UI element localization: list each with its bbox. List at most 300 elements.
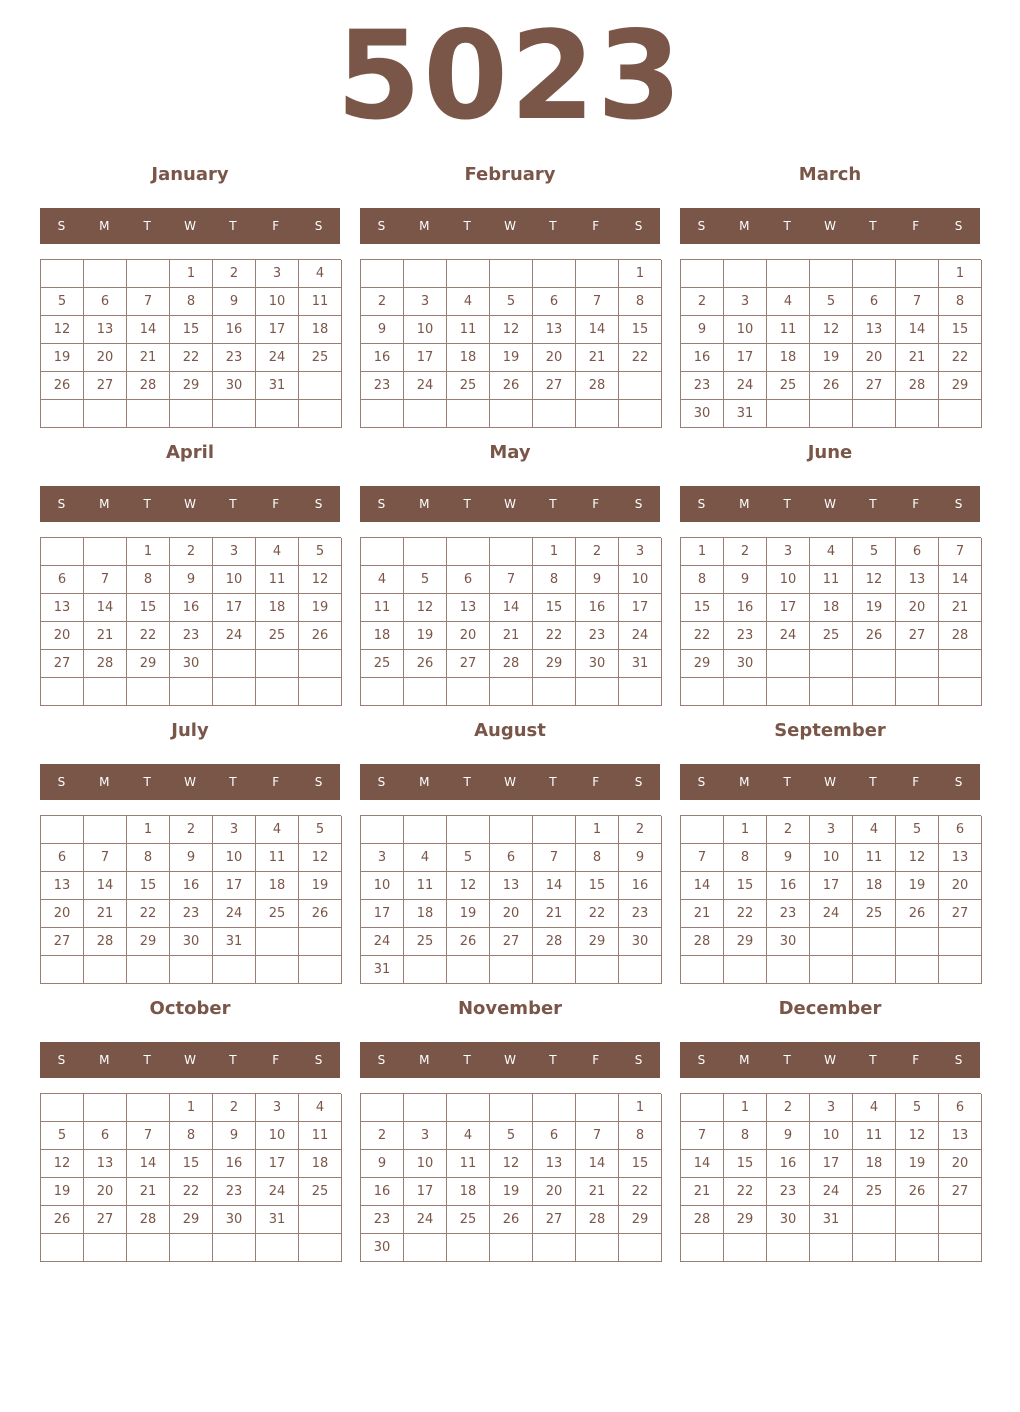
day-cell: 9 [576, 566, 619, 594]
day-cell [213, 678, 256, 706]
day-cell: 29 [724, 1206, 767, 1234]
day-cell: 3 [361, 844, 404, 872]
day-cell: 9 [767, 1122, 810, 1150]
day-cell: 15 [533, 594, 576, 622]
day-cell: 9 [724, 566, 767, 594]
day-cell: 21 [127, 344, 170, 372]
day-cell [41, 816, 84, 844]
day-cell [681, 678, 724, 706]
weekday-label: S [697, 497, 706, 511]
weekday-label: T [229, 497, 237, 511]
day-cell [447, 538, 490, 566]
day-cell: 31 [724, 400, 767, 428]
day-cell: 27 [533, 372, 576, 400]
day-cell: 4 [404, 844, 447, 872]
day-cell [256, 928, 299, 956]
day-cell [896, 1206, 939, 1234]
weekday-label: F [272, 497, 280, 511]
day-cell: 19 [490, 1178, 533, 1206]
day-cell: 4 [299, 1094, 342, 1122]
day-cell: 31 [256, 372, 299, 400]
day-cell [767, 956, 810, 984]
day-grid [360, 815, 661, 984]
day-cell: 21 [84, 622, 127, 650]
day-cell: 26 [41, 372, 84, 400]
day-cell: 19 [404, 622, 447, 650]
day-cell: 7 [84, 844, 127, 872]
day-cell: 14 [84, 872, 127, 900]
day-cell: 7 [576, 1122, 619, 1150]
day-cell: 13 [447, 594, 490, 622]
day-cell: 3 [213, 816, 256, 844]
day-cell: 17 [213, 594, 256, 622]
day-cell: 14 [939, 566, 982, 594]
day-cell: 7 [681, 844, 724, 872]
day-cell: 10 [213, 566, 256, 594]
day-cell: 23 [213, 344, 256, 372]
day-grid [40, 1093, 341, 1262]
day-cell: 8 [724, 1122, 767, 1150]
day-cell: 23 [361, 372, 404, 400]
day-cell: 23 [767, 1178, 810, 1206]
day-cell [447, 260, 490, 288]
month-name: April [165, 442, 215, 463]
day-grid [680, 1093, 981, 1262]
weekday-label: F [272, 775, 280, 789]
day-cell: 18 [256, 594, 299, 622]
day-cell: 25 [404, 928, 447, 956]
day-cell: 13 [41, 594, 84, 622]
day-grid [360, 537, 661, 706]
day-cell: 23 [681, 372, 724, 400]
day-cell: 16 [576, 594, 619, 622]
day-cell: 18 [447, 344, 490, 372]
day-cell: 1 [724, 816, 767, 844]
month-name: September [774, 720, 886, 741]
day-cell [853, 400, 896, 428]
day-cell: 7 [896, 288, 939, 316]
day-cell: 12 [447, 872, 490, 900]
day-cell [853, 260, 896, 288]
day-cell [361, 816, 404, 844]
weekday-label: S [57, 1053, 66, 1067]
day-grid [40, 537, 341, 706]
weekday-label: T [869, 497, 877, 511]
day-cell: 20 [84, 344, 127, 372]
day-cell: 1 [170, 260, 213, 288]
day-cell [619, 372, 662, 400]
weekday-label: W [824, 775, 836, 789]
day-cell: 5 [41, 288, 84, 316]
day-cell [41, 956, 84, 984]
day-cell: 8 [576, 844, 619, 872]
day-cell: 21 [490, 622, 533, 650]
day-cell: 4 [361, 566, 404, 594]
weekday-label: T [549, 775, 557, 789]
day-cell [41, 400, 84, 428]
day-cell [299, 1206, 342, 1234]
day-cell: 19 [299, 594, 342, 622]
day-cell: 9 [213, 1122, 256, 1150]
weekday-label: S [697, 775, 706, 789]
day-cell: 19 [896, 1150, 939, 1178]
day-cell: 29 [576, 928, 619, 956]
day-cell: 25 [299, 1178, 342, 1206]
day-cell: 18 [361, 622, 404, 650]
weekday-label: W [184, 497, 196, 511]
day-cell [256, 400, 299, 428]
day-cell [84, 538, 127, 566]
day-cell: 9 [681, 316, 724, 344]
day-cell: 16 [213, 1150, 256, 1178]
day-cell [681, 816, 724, 844]
month-july [40, 716, 340, 986]
day-cell [896, 678, 939, 706]
day-cell: 31 [361, 956, 404, 984]
day-cell [84, 956, 127, 984]
day-cell: 6 [533, 288, 576, 316]
day-cell [84, 1234, 127, 1262]
day-cell: 6 [939, 1094, 982, 1122]
day-cell: 6 [41, 844, 84, 872]
day-cell [853, 678, 896, 706]
day-cell: 16 [170, 872, 213, 900]
day-cell: 10 [810, 844, 853, 872]
day-cell [576, 956, 619, 984]
day-cell [361, 260, 404, 288]
day-grid [680, 259, 981, 428]
day-grid [40, 259, 341, 428]
day-cell: 13 [84, 316, 127, 344]
day-cell [810, 1234, 853, 1262]
day-cell [84, 260, 127, 288]
month-september [680, 716, 980, 986]
day-cell [361, 400, 404, 428]
weekday-header [680, 1042, 980, 1078]
day-cell: 15 [619, 316, 662, 344]
day-cell: 17 [619, 594, 662, 622]
day-cell: 4 [299, 260, 342, 288]
weekday-label: S [697, 219, 706, 233]
day-cell [896, 1234, 939, 1262]
day-cell: 2 [361, 1122, 404, 1150]
weekday-label: F [592, 1053, 600, 1067]
day-cell [84, 1094, 127, 1122]
weekday-label: M [419, 497, 430, 511]
day-cell [213, 1234, 256, 1262]
day-cell [490, 400, 533, 428]
day-cell: 8 [681, 566, 724, 594]
weekday-label: T [783, 775, 791, 789]
day-cell: 5 [41, 1122, 84, 1150]
day-cell [41, 538, 84, 566]
day-cell [490, 1094, 533, 1122]
day-cell: 25 [256, 900, 299, 928]
day-grid [360, 259, 661, 428]
day-cell [896, 928, 939, 956]
weekday-header [360, 1042, 660, 1078]
day-cell: 19 [299, 872, 342, 900]
day-cell [681, 260, 724, 288]
weekday-label: T [229, 775, 237, 789]
day-cell [767, 650, 810, 678]
weekday-header [40, 486, 340, 522]
day-cell: 10 [724, 316, 767, 344]
day-cell [533, 956, 576, 984]
weekday-label: T [549, 219, 557, 233]
day-cell: 19 [41, 1178, 84, 1206]
day-cell [127, 1094, 170, 1122]
day-cell [533, 260, 576, 288]
day-cell [939, 1234, 982, 1262]
day-cell: 2 [619, 816, 662, 844]
day-cell: 14 [576, 1150, 619, 1178]
day-cell: 3 [404, 288, 447, 316]
day-cell: 18 [447, 1178, 490, 1206]
day-cell [853, 1206, 896, 1234]
weekday-label: S [314, 1053, 323, 1067]
weekday-header [40, 208, 340, 244]
day-cell: 1 [170, 1094, 213, 1122]
day-cell: 29 [939, 372, 982, 400]
day-cell [404, 1094, 447, 1122]
day-cell: 21 [896, 344, 939, 372]
weekday-label: M [739, 1053, 750, 1067]
day-cell: 3 [256, 1094, 299, 1122]
day-cell: 15 [127, 594, 170, 622]
day-cell: 28 [681, 1206, 724, 1234]
day-cell: 18 [256, 872, 299, 900]
day-cell: 18 [299, 316, 342, 344]
weekday-label: M [419, 1053, 430, 1067]
day-cell: 7 [490, 566, 533, 594]
day-cell: 1 [681, 538, 724, 566]
day-cell: 13 [84, 1150, 127, 1178]
day-cell: 22 [170, 1178, 213, 1206]
day-cell [767, 400, 810, 428]
day-cell [810, 956, 853, 984]
day-cell: 30 [170, 650, 213, 678]
weekday-label: S [954, 1053, 963, 1067]
day-cell: 30 [170, 928, 213, 956]
day-cell: 23 [170, 622, 213, 650]
day-cell: 11 [767, 316, 810, 344]
day-cell [447, 1094, 490, 1122]
day-cell: 31 [619, 650, 662, 678]
day-cell [853, 1234, 896, 1262]
day-cell [404, 956, 447, 984]
day-cell: 22 [681, 622, 724, 650]
weekday-label: W [504, 219, 516, 233]
day-cell: 14 [84, 594, 127, 622]
day-cell: 24 [810, 900, 853, 928]
day-cell: 6 [84, 1122, 127, 1150]
day-cell [404, 400, 447, 428]
day-cell [533, 678, 576, 706]
weekday-label: S [314, 775, 323, 789]
day-cell: 8 [619, 288, 662, 316]
weekday-label: W [184, 1053, 196, 1067]
month-name: March [798, 164, 862, 185]
day-cell [299, 678, 342, 706]
day-cell [767, 260, 810, 288]
day-cell [619, 400, 662, 428]
day-cell: 29 [127, 928, 170, 956]
day-cell: 17 [724, 344, 767, 372]
day-cell: 30 [213, 1206, 256, 1234]
day-cell: 22 [127, 622, 170, 650]
day-cell: 11 [361, 594, 404, 622]
day-cell: 21 [127, 1178, 170, 1206]
month-name: November [457, 998, 563, 1019]
day-cell: 8 [724, 844, 767, 872]
day-cell: 9 [170, 844, 213, 872]
day-cell: 7 [681, 1122, 724, 1150]
weekday-header [360, 764, 660, 800]
day-cell: 19 [447, 900, 490, 928]
weekday-label: F [592, 219, 600, 233]
day-cell: 20 [939, 872, 982, 900]
weekday-label: T [143, 1053, 151, 1067]
day-cell: 2 [170, 538, 213, 566]
month-june [680, 438, 980, 708]
day-cell: 15 [127, 872, 170, 900]
day-cell [170, 956, 213, 984]
weekday-label: T [783, 1053, 791, 1067]
day-cell: 22 [533, 622, 576, 650]
day-cell: 27 [41, 928, 84, 956]
weekday-label: W [184, 219, 196, 233]
month-april [40, 438, 340, 708]
day-cell [810, 650, 853, 678]
day-cell: 3 [810, 816, 853, 844]
day-cell [299, 1234, 342, 1262]
day-cell [404, 260, 447, 288]
weekday-label: W [184, 775, 196, 789]
day-cell: 25 [853, 900, 896, 928]
day-cell: 26 [490, 372, 533, 400]
day-cell: 1 [619, 260, 662, 288]
day-cell: 9 [767, 844, 810, 872]
day-cell: 23 [724, 622, 767, 650]
day-cell: 5 [896, 816, 939, 844]
day-cell: 10 [361, 872, 404, 900]
day-cell [939, 400, 982, 428]
day-cell: 15 [681, 594, 724, 622]
day-cell [896, 956, 939, 984]
weekday-label: W [824, 497, 836, 511]
day-cell: 25 [299, 344, 342, 372]
day-cell: 22 [127, 900, 170, 928]
day-cell [127, 260, 170, 288]
day-cell [490, 678, 533, 706]
day-cell: 14 [490, 594, 533, 622]
day-cell: 30 [767, 1206, 810, 1234]
weekday-label: M [99, 775, 110, 789]
day-cell: 5 [490, 1122, 533, 1150]
day-cell: 15 [619, 1150, 662, 1178]
day-cell: 12 [41, 316, 84, 344]
day-cell: 6 [490, 844, 533, 872]
day-cell: 4 [810, 538, 853, 566]
day-cell [810, 260, 853, 288]
day-cell [127, 678, 170, 706]
day-cell: 4 [853, 1094, 896, 1122]
day-cell: 12 [490, 316, 533, 344]
day-cell: 25 [810, 622, 853, 650]
day-cell: 5 [299, 538, 342, 566]
day-cell [619, 678, 662, 706]
weekday-label: S [314, 497, 323, 511]
day-cell: 16 [361, 1178, 404, 1206]
day-cell: 21 [533, 900, 576, 928]
day-cell: 1 [939, 260, 982, 288]
day-cell: 7 [127, 288, 170, 316]
day-cell: 28 [681, 928, 724, 956]
day-cell: 30 [724, 650, 767, 678]
day-cell: 24 [767, 622, 810, 650]
day-cell [361, 678, 404, 706]
day-cell: 16 [361, 344, 404, 372]
day-cell: 3 [619, 538, 662, 566]
day-cell: 12 [404, 594, 447, 622]
weekday-label: T [549, 497, 557, 511]
day-cell: 11 [447, 316, 490, 344]
weekday-label: T [143, 219, 151, 233]
day-cell [724, 956, 767, 984]
weekday-label: F [912, 1053, 920, 1067]
day-cell: 16 [681, 344, 724, 372]
day-cell: 6 [853, 288, 896, 316]
day-cell: 25 [853, 1178, 896, 1206]
day-cell [896, 260, 939, 288]
weekday-header [680, 764, 980, 800]
day-cell: 21 [576, 344, 619, 372]
day-cell: 7 [939, 538, 982, 566]
day-cell: 3 [404, 1122, 447, 1150]
day-cell: 13 [41, 872, 84, 900]
month-name: August [474, 720, 546, 741]
day-cell: 16 [619, 872, 662, 900]
day-cell: 24 [213, 622, 256, 650]
day-cell: 4 [767, 288, 810, 316]
day-cell: 11 [299, 288, 342, 316]
day-cell [853, 956, 896, 984]
day-cell: 23 [361, 1206, 404, 1234]
day-cell [127, 1234, 170, 1262]
day-cell [41, 678, 84, 706]
day-cell [299, 956, 342, 984]
day-cell: 30 [361, 1234, 404, 1262]
day-cell: 21 [939, 594, 982, 622]
day-cell: 9 [619, 844, 662, 872]
day-cell [256, 1234, 299, 1262]
day-cell: 27 [490, 928, 533, 956]
day-cell: 2 [681, 288, 724, 316]
day-cell: 28 [576, 1206, 619, 1234]
month-november [360, 994, 660, 1264]
day-cell: 17 [404, 344, 447, 372]
day-cell: 12 [853, 566, 896, 594]
day-cell: 13 [939, 1122, 982, 1150]
day-cell: 2 [361, 288, 404, 316]
day-cell: 7 [84, 566, 127, 594]
day-cell: 25 [447, 1206, 490, 1234]
day-cell: 14 [681, 1150, 724, 1178]
day-cell: 23 [576, 622, 619, 650]
day-cell: 26 [490, 1206, 533, 1234]
day-cell: 28 [939, 622, 982, 650]
